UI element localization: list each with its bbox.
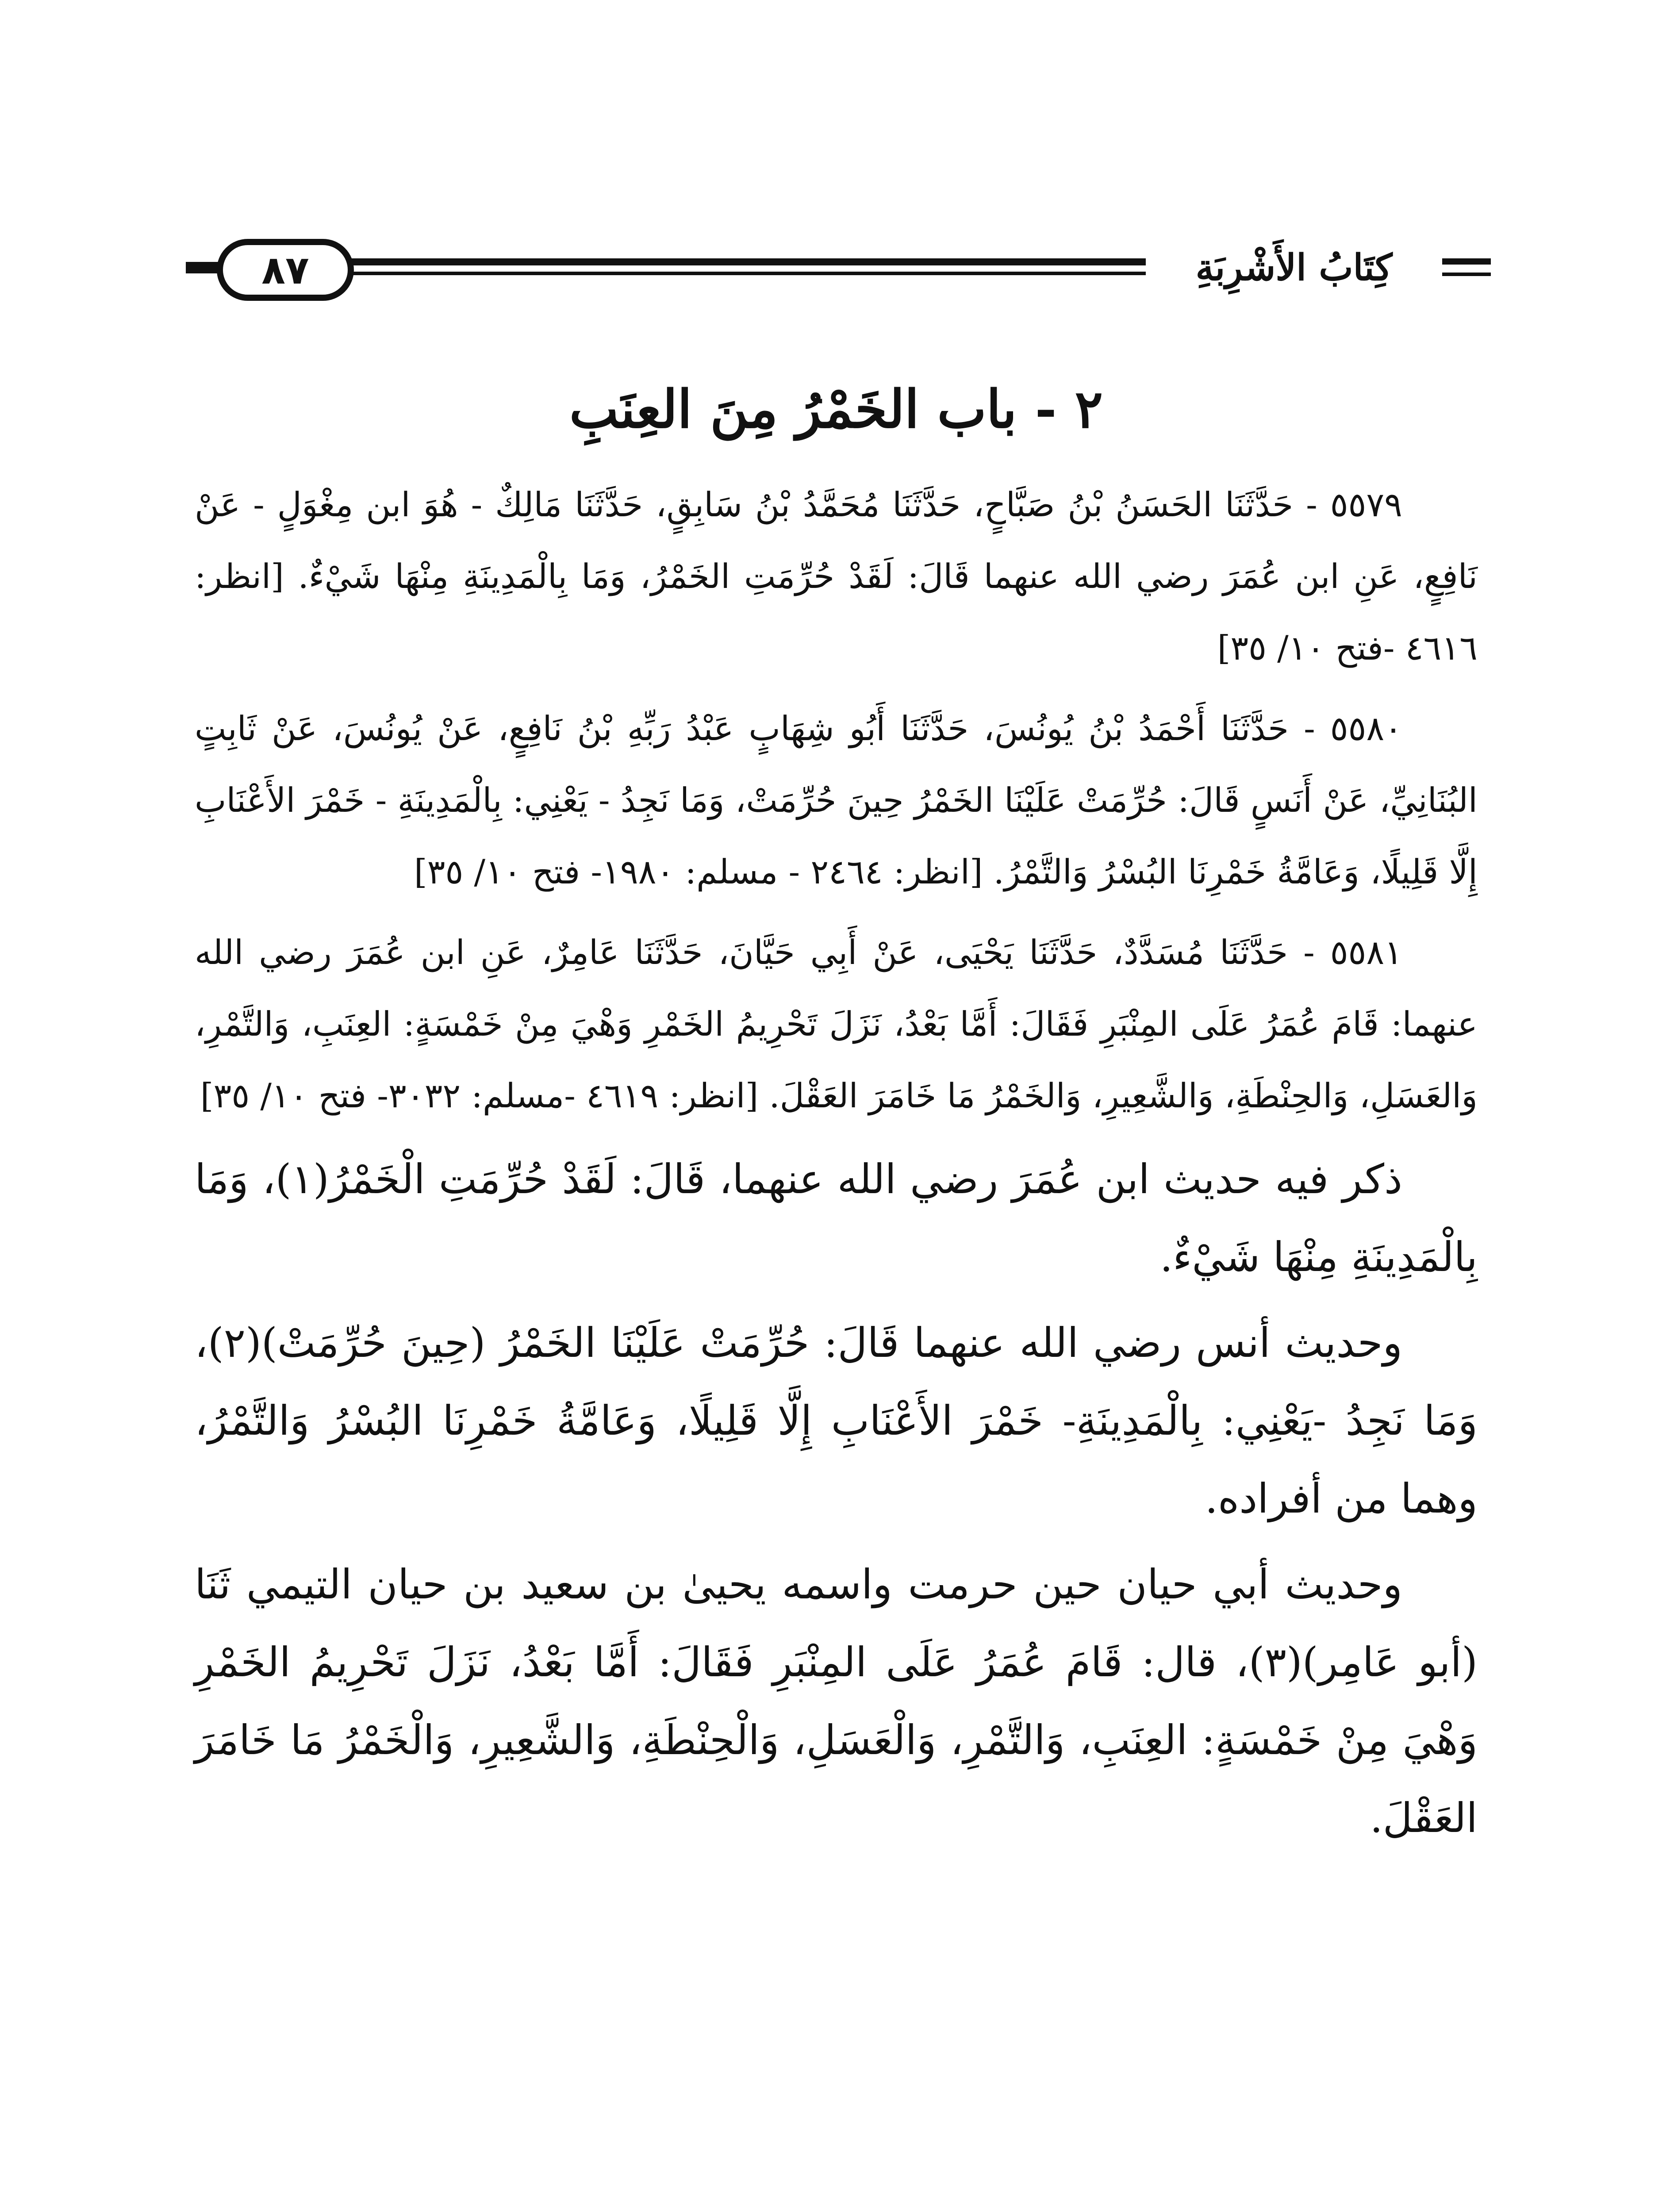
hadith-5579: ٥٥٧٩ - حَدَّثَنَا الحَسَنُ بْنُ صَبَّاحٍ، حَدَّثَنَا مُحَمَّدُ بْنُ سَابِقٍ، حَدَّثَنَا مَالِكٌ - هُوَ ابن مِغْوَلٍ - عَنْ نَافِعٍ، عَنِ ابن عُمَرَ رضي الله عنهما قَالَ: لَقَدْ حُرِّمَتِ الخَمْرُ، وَمَا بِالْمَدِينَةِ مِنْهَا شَيْءٌ. [انظر: ٤٦١٦ -فتح ١٠/ ٣٥] [195, 485, 1478, 668]
chapter-title: ٢ - باب الخَمْرُ مِنَ العِنَبِ [569, 378, 1103, 440]
commentary-paragraph: ذكر فيه حديث ابن عُمَرَ رضي الله عنهما، قَالَ: لَقَدْ حُرِّمَتِ الْخَمْرُ(١)، وَمَا بِالْمَدِينَةِ مِنْهَا شَيْءٌ. [195, 1156, 1478, 1281]
header-rule-thin [349, 272, 1146, 275]
commentary-paragraph: وحديث أبي حيان حين حرمت واسمه يحيىٰ بن سعيد بن حيان التيمي ثَنَا (أبو عَامِر)(٣)، قال: قَامَ عُمَرُ عَلَى المِنْبَرِ فَقَالَ: أَمَّا بَعْدُ، نَزَلَ تَحْرِيمُ الخَمْرِ وَهْيَ مِنْ خَمْسَةٍ: العِنَبِ، وَالتَّمْرِ، وَالْعَسَلِ، وَالْحِنْطَةِ، وَالشَّعِيرِ، وَالْخَمْرُ مَا خَامَرَ العَقْلَ. [195, 1561, 1478, 1842]
book-title: كِتَابُ الأَشْرِبَةِ [1195, 246, 1393, 289]
page-body [195, 367, 1478, 1865]
header-rule-right-thin [1442, 273, 1491, 276]
hadith-5580: ٥٥٨٠ - حَدَّثَنَا أَحْمَدُ بْنُ يُونُسَ، حَدَّثَنَا أَبُو شِهَابٍ عَبْدُ رَبِّهِ بْنُ نَافِعٍ، عَنْ يُونُسَ، عَنْ ثَابِتٍ البُنَانِيِّ، عَنْ أَنَسٍ قَالَ: حُرِّمَتْ عَلَيْنَا الخَمْرُ حِينَ حُرِّمَتْ، وَمَا نَجِدُ - يَعْنِي: بِالْمَدِينَةِ - خَمْرَ الأَعْنَابِ إِلَّا قَلِيلًا، وَعَامَّةُ خَمْرِنَا البُسْرُ وَالتَّمْرُ. [انظر: ٢٤٦٤ - مسلم: ١٩٨٠- فتح ١٠/ ٣٥] [195, 709, 1478, 891]
hadith-5581: ٥٥٨١ - حَدَّثَنَا مُسَدَّدٌ، حَدَّثَنَا يَحْيَى، عَنْ أَبِي حَيَّانَ، حَدَّثَنَا عَامِرٌ، عَنِ ابن عُمَرَ رضي الله عنهما: قَامَ عُمَرُ عَلَى المِنْبَرِ فَقَالَ: أَمَّا بَعْدُ، نَزَلَ تَحْرِيمُ الخَمْرِ وَهْيَ مِنْ خَمْسَةٍ: العِنَبِ، وَالتَّمْرِ، وَالعَسَلِ، وَالحِنْطَةِ، وَالشَّعِيرِ، وَالخَمْرُ مَا خَامَرَ العَقْلَ. [انظر: ٤٦١٩ -مسلم: ٣٠٣٢- فتح ١٠/ ٣٥] [195, 933, 1478, 1115]
header-rule [349, 258, 1146, 265]
page-number: ٨٧ [217, 239, 354, 301]
commentary-paragraph: وحديث أنس رضي الله عنهما قَالَ: حُرِّمَتْ عَلَيْنَا الخَمْرُ (حِينَ حُرِّمَتْ)(٢)، وَمَا نَجِدُ -يَعْنِي: بِالْمَدِينَةِ- خَمْرَ الأَعْنَابِ إِلَّا قَلِيلًا، وَعَامَّةُ خَمْرِنَا البُسْرُ وَالتَّمْرُ، وهما من أفراده. [195, 1319, 1478, 1522]
header-rule-right [1442, 258, 1491, 265]
running-header [186, 226, 1491, 314]
